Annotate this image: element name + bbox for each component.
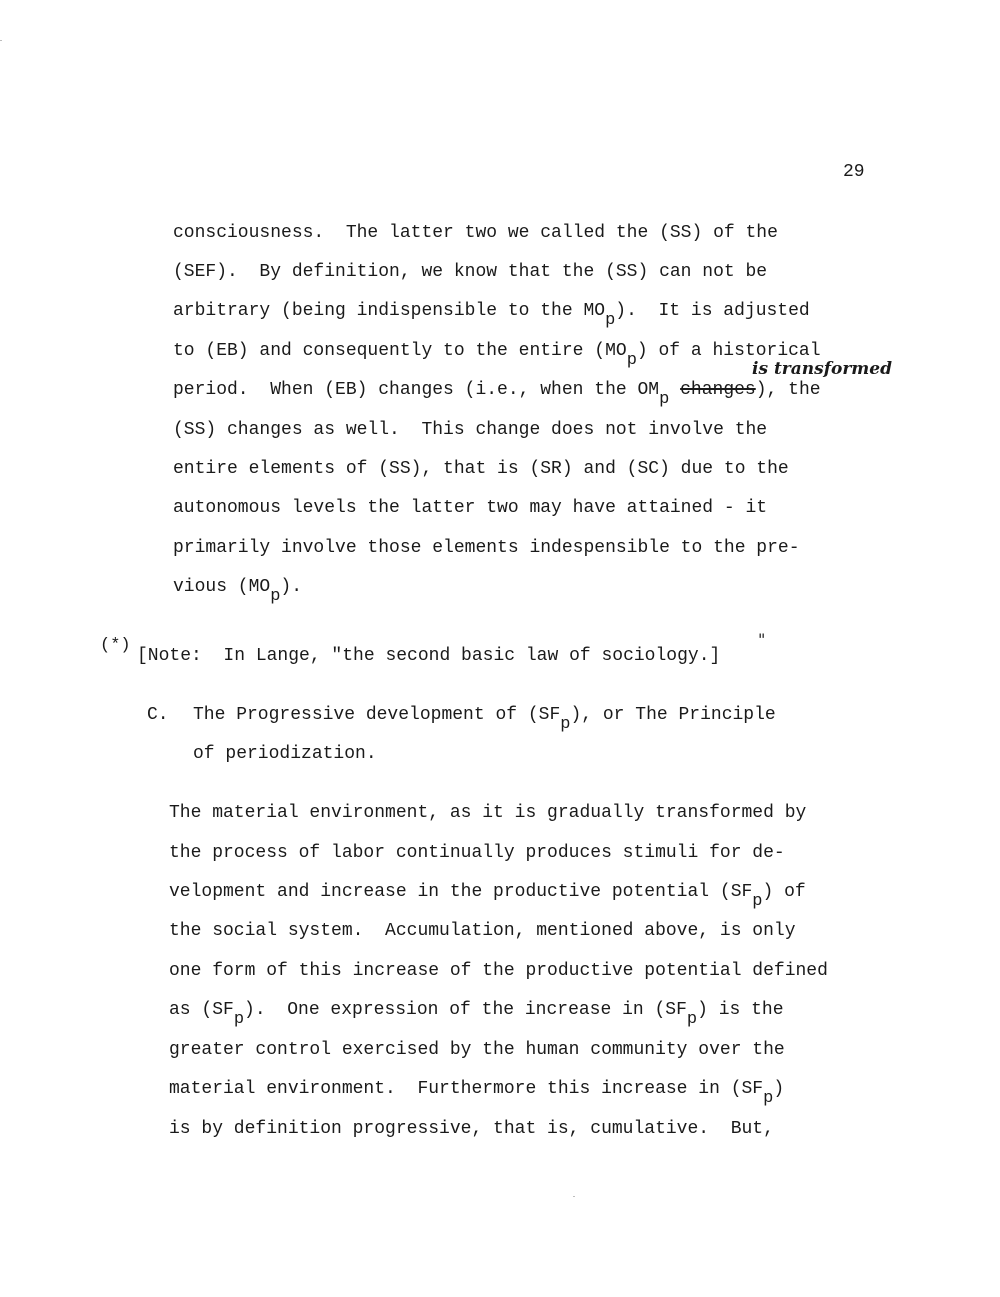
subscript-p: p: [686, 1010, 698, 1029]
p2-line-3-a: velopment and increase in the productive potential (SF: [169, 882, 753, 902]
note-marker: (*): [100, 636, 131, 655]
p2-line-7: greater control exercised by the human community over the: [169, 1040, 785, 1060]
p2-line-5: one form of this increase of the productive potential defined: [169, 961, 828, 981]
p1-line-5-b: ), the: [755, 380, 821, 400]
section-title-line-2: of periodization.: [193, 744, 377, 764]
handwritten-quote-mark: ": [758, 630, 766, 649]
p2-line-3: [169, 881, 806, 911]
note-line: [137, 645, 720, 667]
section-title-b: ), or The Principle: [570, 705, 776, 725]
page-number: 29: [843, 162, 865, 182]
section-letter: C.: [147, 705, 169, 725]
scan-speck: [573, 1196, 575, 1197]
p1-line-1: consciousness. The latter two we called the (SS) of the: [173, 223, 778, 243]
p2-line-6-a: as (SF: [169, 1000, 234, 1020]
p2-line-8: [169, 1078, 785, 1108]
p1-line-6: (SS) changes as well. This change does not involve the: [173, 420, 768, 440]
p1-line-5-a: period. When (EB) changes (i.e., when the OM: [173, 380, 660, 400]
p1-line-4: [173, 340, 821, 370]
subscript-p: p: [270, 587, 281, 606]
p1-line-3-b: ). It is adjusted: [615, 301, 810, 321]
p1-line-9: primarily involve those elements indespensible to the pre-: [173, 538, 800, 558]
handwritten-correction: is transformed: [752, 359, 893, 379]
p1-line-4-b: ) of a historical: [636, 341, 821, 361]
p1-line-8: autonomous levels the latter two may have attained - it: [173, 498, 768, 518]
p2-line-6-c: ) is the: [697, 1000, 784, 1020]
p2-line-1: The material environment, as it is gradually transformed by: [169, 803, 807, 823]
p2-line-2: the process of labor continually produces stimuli for de-: [169, 843, 785, 863]
p2-line-3-b: ) of: [762, 882, 806, 902]
subscript-p: p: [659, 390, 670, 409]
p1-line-2: (SEF). By definition, we know that the (SS) can not be: [173, 262, 768, 282]
p1-line-7: entire elements of (SS), that is (SR) and (SC) due to the: [173, 459, 789, 479]
subscript-p: p: [763, 1089, 774, 1108]
note-text-b: ]: [709, 646, 721, 666]
subscript-p: p: [626, 351, 637, 370]
p1-line-4-a: to (EB) and consequently to the entire (MO: [173, 341, 627, 361]
subscript-p: p: [560, 715, 571, 734]
p2-line-6-b: ). One expression of the increase in (SF: [244, 1000, 687, 1020]
p2-line-8-a: material environment. Furthermore this increase in (SF: [169, 1079, 764, 1099]
p2-line-6: [169, 999, 784, 1029]
p1-line-5: [173, 379, 821, 409]
subscript-p: p: [605, 311, 616, 330]
p1-line-10-a: vious (MO: [173, 577, 271, 597]
p2-line-4: the social system. Accumulation, mentioned above, is only: [169, 921, 796, 941]
subscript-p: p: [752, 892, 763, 911]
p1-line-10: [173, 576, 303, 606]
section-title-a: The Progressive development of (SF: [193, 705, 561, 725]
scan-speck: [0, 40, 2, 41]
struck-word: changes: [680, 380, 756, 400]
p1-line-3-a: arbitrary (being indispensible to the MO: [173, 301, 606, 321]
subscript-p: p: [233, 1010, 245, 1029]
p2-line-9: is by definition progressive, that is, cumulative. But,: [169, 1119, 774, 1139]
note-text-a: [Note: In Lange, "the second basic law of sociology.: [137, 646, 710, 666]
p1-line-10-b: ).: [280, 577, 303, 597]
p1-line-3: [173, 300, 810, 330]
section-title: [193, 704, 776, 734]
p2-line-8-b: ): [773, 1079, 785, 1099]
